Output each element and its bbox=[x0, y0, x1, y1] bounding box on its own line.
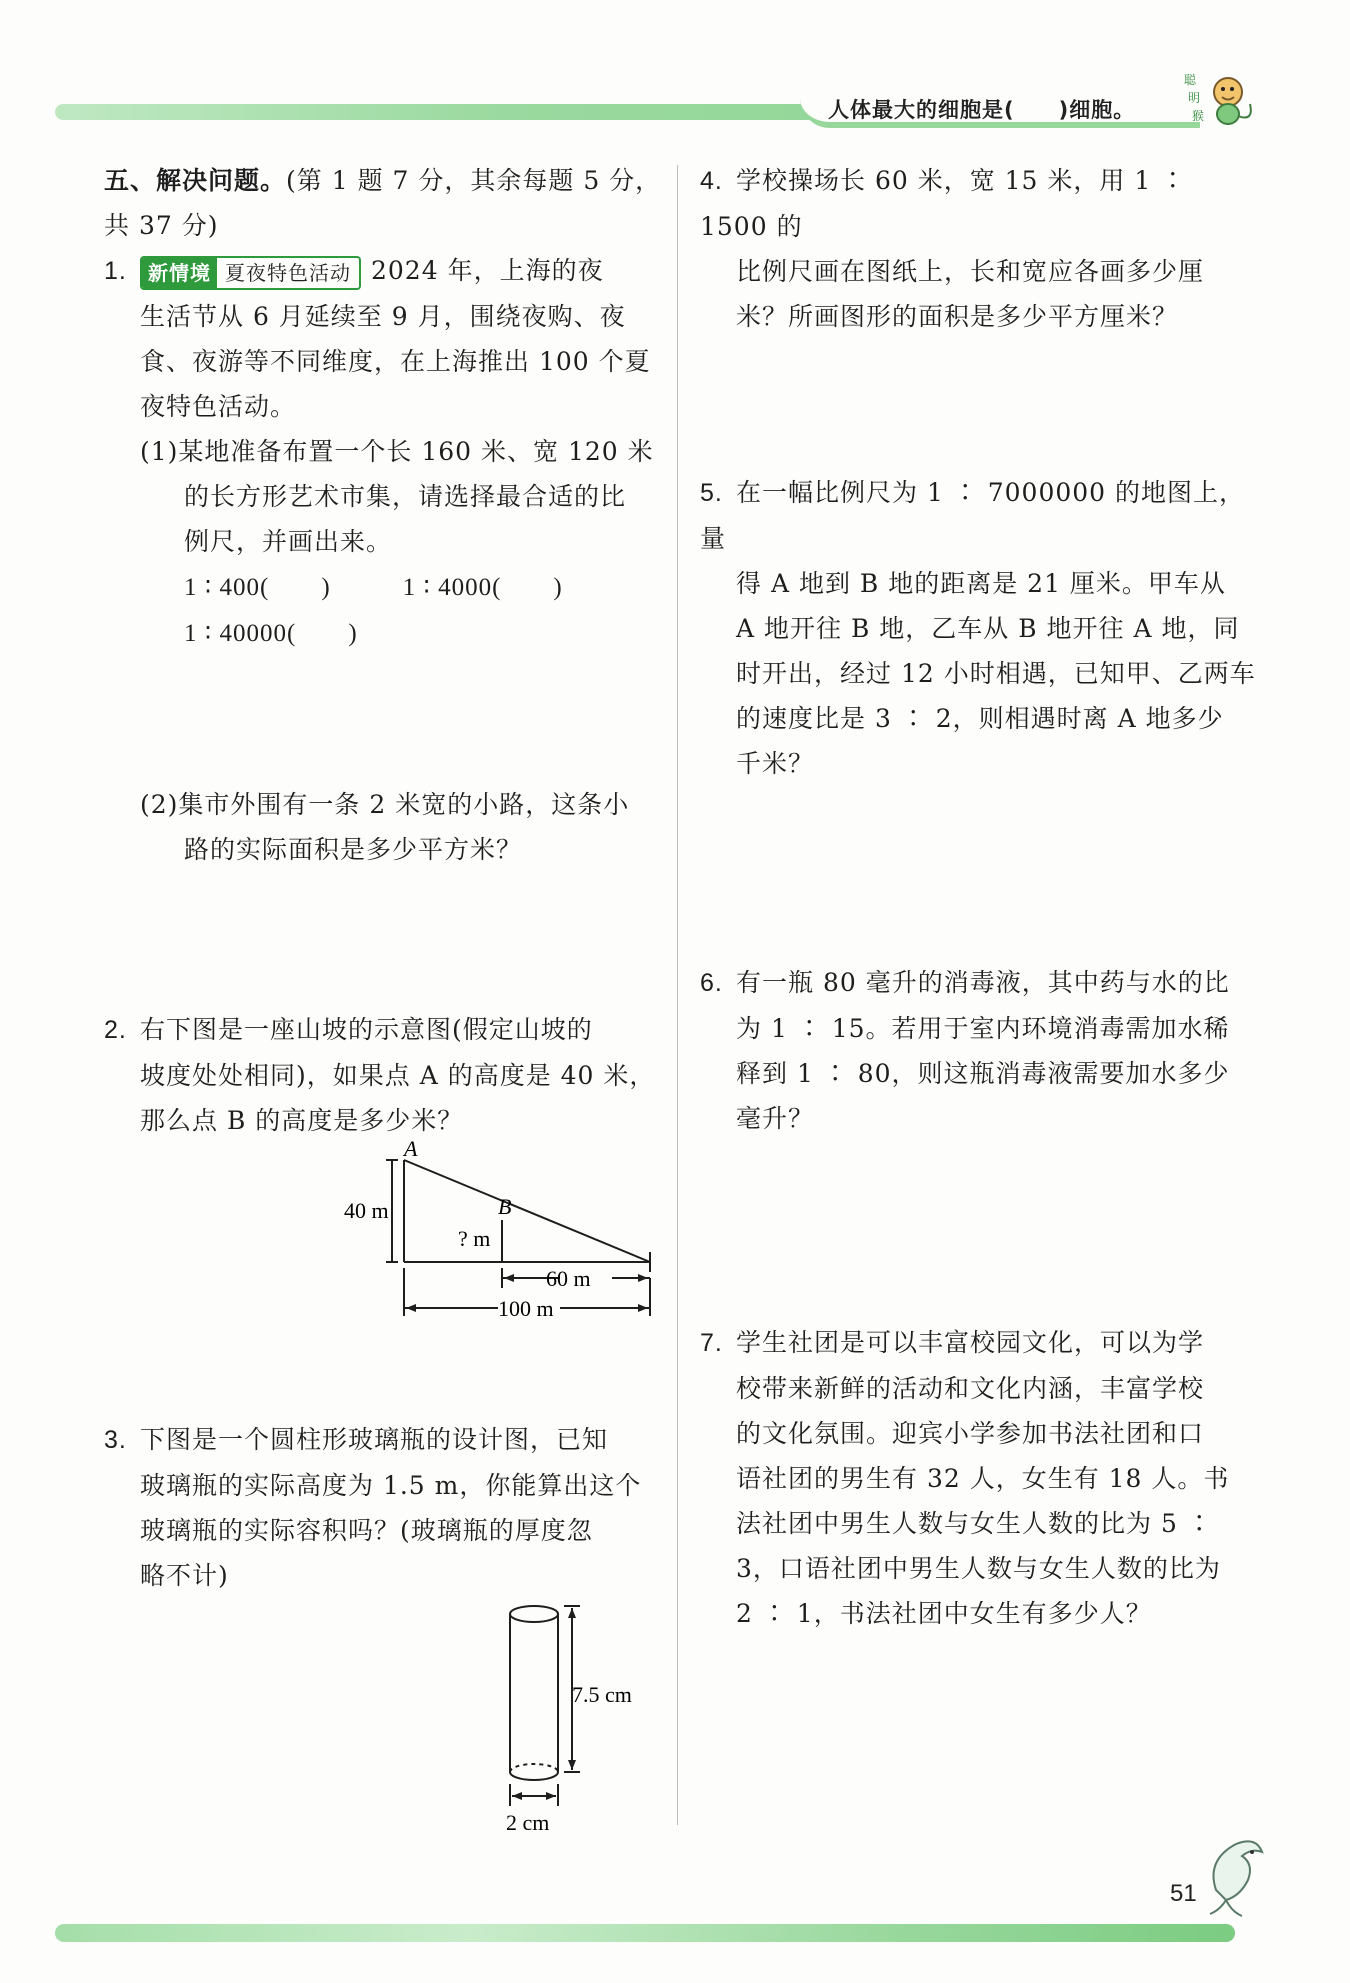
q3-line1: 下图是一个圆柱形玻璃瓶的设计图，已知 bbox=[140, 1425, 609, 1454]
svg-text:聪: 聪 bbox=[1184, 73, 1197, 87]
q4-line3: 米？所画图形的面积是多少平方厘米？ bbox=[736, 302, 1179, 331]
scale-option-1-4000: 1 ∶ 4000( ) bbox=[402, 574, 563, 601]
question-4 bbox=[700, 158, 1260, 339]
scale-option-1-400: 1 ∶ 400( ) bbox=[184, 574, 331, 601]
q3-line3: 玻璃瓶的实际容积吗？(玻璃瓶的厚度忽 bbox=[140, 1516, 593, 1545]
q1-sub2-line1: (2)集市外围有一条 2 米宽的小路，这条小 bbox=[140, 790, 630, 819]
question-7 bbox=[700, 1320, 1260, 1636]
q6-line3: 释到 1 ∶ 80，则这瓶消毒液需要加水多少 bbox=[736, 1059, 1230, 1088]
slope-diagram bbox=[330, 1140, 670, 1340]
section-title: 五、解决问题。 bbox=[104, 166, 287, 195]
cylinder-bottom-front bbox=[510, 1772, 558, 1780]
question-number: 6. bbox=[700, 969, 723, 997]
q7-line6: 3，口语社团中男生人数与女生人数的比为 bbox=[736, 1554, 1221, 1583]
q2-line1: 右下图是一座山坡的示意图(假定山坡的 bbox=[140, 1015, 593, 1044]
question-1 bbox=[104, 248, 664, 656]
question-number: 7. bbox=[700, 1329, 723, 1357]
question-number: 4. bbox=[700, 167, 723, 195]
q1-line1: 2024 年，上海的夜 bbox=[371, 256, 604, 285]
question-3 bbox=[104, 1417, 664, 1598]
q4-line1: 学校操场长 60 米，宽 15 米，用 1 ∶ 1500 的 bbox=[700, 166, 1187, 241]
q5-line6: 千米？ bbox=[736, 749, 815, 778]
q6-line4: 毫升？ bbox=[736, 1104, 815, 1133]
q7-line7: 2 ∶ 1，书法社团中女生有多少人？ bbox=[736, 1599, 1152, 1628]
question-number: 5. bbox=[700, 479, 723, 507]
q2-line3: 那么点 B 的高度是多少米？ bbox=[140, 1106, 464, 1135]
cylinder-bottom-back bbox=[510, 1764, 558, 1772]
q6-line1: 有一瓶 80 毫升的消毒液，其中药与水的比 bbox=[736, 968, 1230, 997]
q7-line1: 学生社团是可以丰富校园文化，可以为学 bbox=[736, 1328, 1205, 1357]
q5-line5: 的速度比是 3 ∶ 2，则相遇时离 A 地多少 bbox=[736, 704, 1224, 733]
diameter-label: 2 cm bbox=[506, 1810, 550, 1835]
section-heading bbox=[104, 158, 664, 248]
page-number: 51 bbox=[1170, 1880, 1197, 1907]
height-b-label: ? m bbox=[458, 1226, 491, 1251]
section-note-line2: 共 37 分) bbox=[104, 211, 219, 240]
q7-line2: 校带来新鲜的活动和文化内涵，丰富学校 bbox=[736, 1374, 1205, 1403]
q1-sub2-line2: 路的实际面积是多少平方米？ bbox=[184, 835, 523, 864]
scale-options-row bbox=[104, 564, 664, 610]
new-situation-tag bbox=[140, 256, 361, 290]
dist-b-label: 60 m bbox=[546, 1266, 591, 1291]
q1-sub1-line3: 例尺，并画出来。 bbox=[184, 527, 393, 556]
mascot-caption bbox=[1184, 73, 1204, 123]
dolphin-icon bbox=[1196, 1830, 1276, 1920]
question-1-part-2 bbox=[104, 782, 664, 872]
label-b: B bbox=[498, 1194, 512, 1219]
question-number: 1. bbox=[104, 257, 127, 285]
svg-text:明: 明 bbox=[1188, 91, 1201, 105]
q5-line2: 得 A 地到 B 地的距离是 21 厘米。甲车从 bbox=[736, 569, 1226, 598]
height-a-label: 40 m bbox=[344, 1198, 389, 1223]
q3-line2: 玻璃瓶的实际高度为 1.5 m，你能算出这个 bbox=[140, 1471, 642, 1500]
question-6 bbox=[700, 960, 1260, 1141]
header-tip: 人体最大的细胞是( )细胞。 bbox=[828, 98, 1136, 122]
label-a: A bbox=[404, 1140, 418, 1161]
q3-line4: 略不计) bbox=[140, 1561, 229, 1590]
q1-sub1-line2: 的长方形艺术市集，请选择最合适的比 bbox=[184, 482, 627, 511]
q7-line3: 的文化氛围。迎宾小学参加书法社团和口 bbox=[736, 1419, 1205, 1448]
svg-text:猴: 猴 bbox=[1192, 109, 1205, 123]
scale-option-1-40000: 1 ∶ 40000( ) bbox=[184, 620, 358, 647]
question-number: 2. bbox=[104, 1016, 127, 1044]
monkey-mascot-icon bbox=[1170, 62, 1260, 132]
height-label: 7.5 cm bbox=[572, 1682, 632, 1707]
q7-line4: 语社团的男生有 32 人，女生有 18 人。书 bbox=[736, 1464, 1230, 1493]
q7-line5: 法社团中男生人数与女生人数的比为 5 ∶ bbox=[736, 1509, 1213, 1538]
q5-line3: A 地开往 B 地，乙车从 B 地开往 A 地，同 bbox=[736, 614, 1240, 643]
q2-line2: 坡度处处相同)，如果点 A 的高度是 40 米， bbox=[140, 1061, 656, 1090]
footer-green-band bbox=[55, 1924, 1235, 1942]
q1-line2: 生活节从 6 月延续至 9 月，围绕夜购、夜 bbox=[140, 302, 626, 331]
slope-line bbox=[404, 1160, 650, 1262]
q1-sub1-line1: (1)某地准备布置一个长 160 米、宽 120 米 bbox=[140, 437, 654, 466]
dist-total-label: 100 m bbox=[498, 1296, 554, 1321]
q5-line4: 时开出，经过 12 小时相遇，已知甲、乙两车 bbox=[736, 659, 1256, 688]
question-2 bbox=[104, 1007, 664, 1143]
question-number: 3. bbox=[104, 1426, 127, 1454]
cylinder-top bbox=[510, 1606, 558, 1622]
tag-label: 新情境 bbox=[142, 258, 217, 288]
q5-line1: 在一幅比例尺为 1 ∶ 7000000 的地图上，量 bbox=[700, 478, 1246, 553]
q6-line2: 为 1 ∶ 15。若用于室内环境消毒需加水稀 bbox=[736, 1014, 1230, 1043]
column-divider bbox=[677, 165, 678, 1825]
tag-topic: 夏夜特色活动 bbox=[225, 260, 351, 285]
q1-line4: 夜特色活动。 bbox=[140, 392, 297, 421]
section-note-line1: (第 1 题 7 分，其余每题 5 分， bbox=[286, 166, 662, 195]
q1-line3: 食、夜游等不同维度，在上海推出 100 个夏 bbox=[140, 347, 651, 376]
q4-line2: 比例尺画在图纸上，长和宽应各画多少厘 bbox=[736, 257, 1205, 286]
question-5 bbox=[700, 470, 1260, 786]
cylinder-diagram bbox=[480, 1600, 670, 1840]
